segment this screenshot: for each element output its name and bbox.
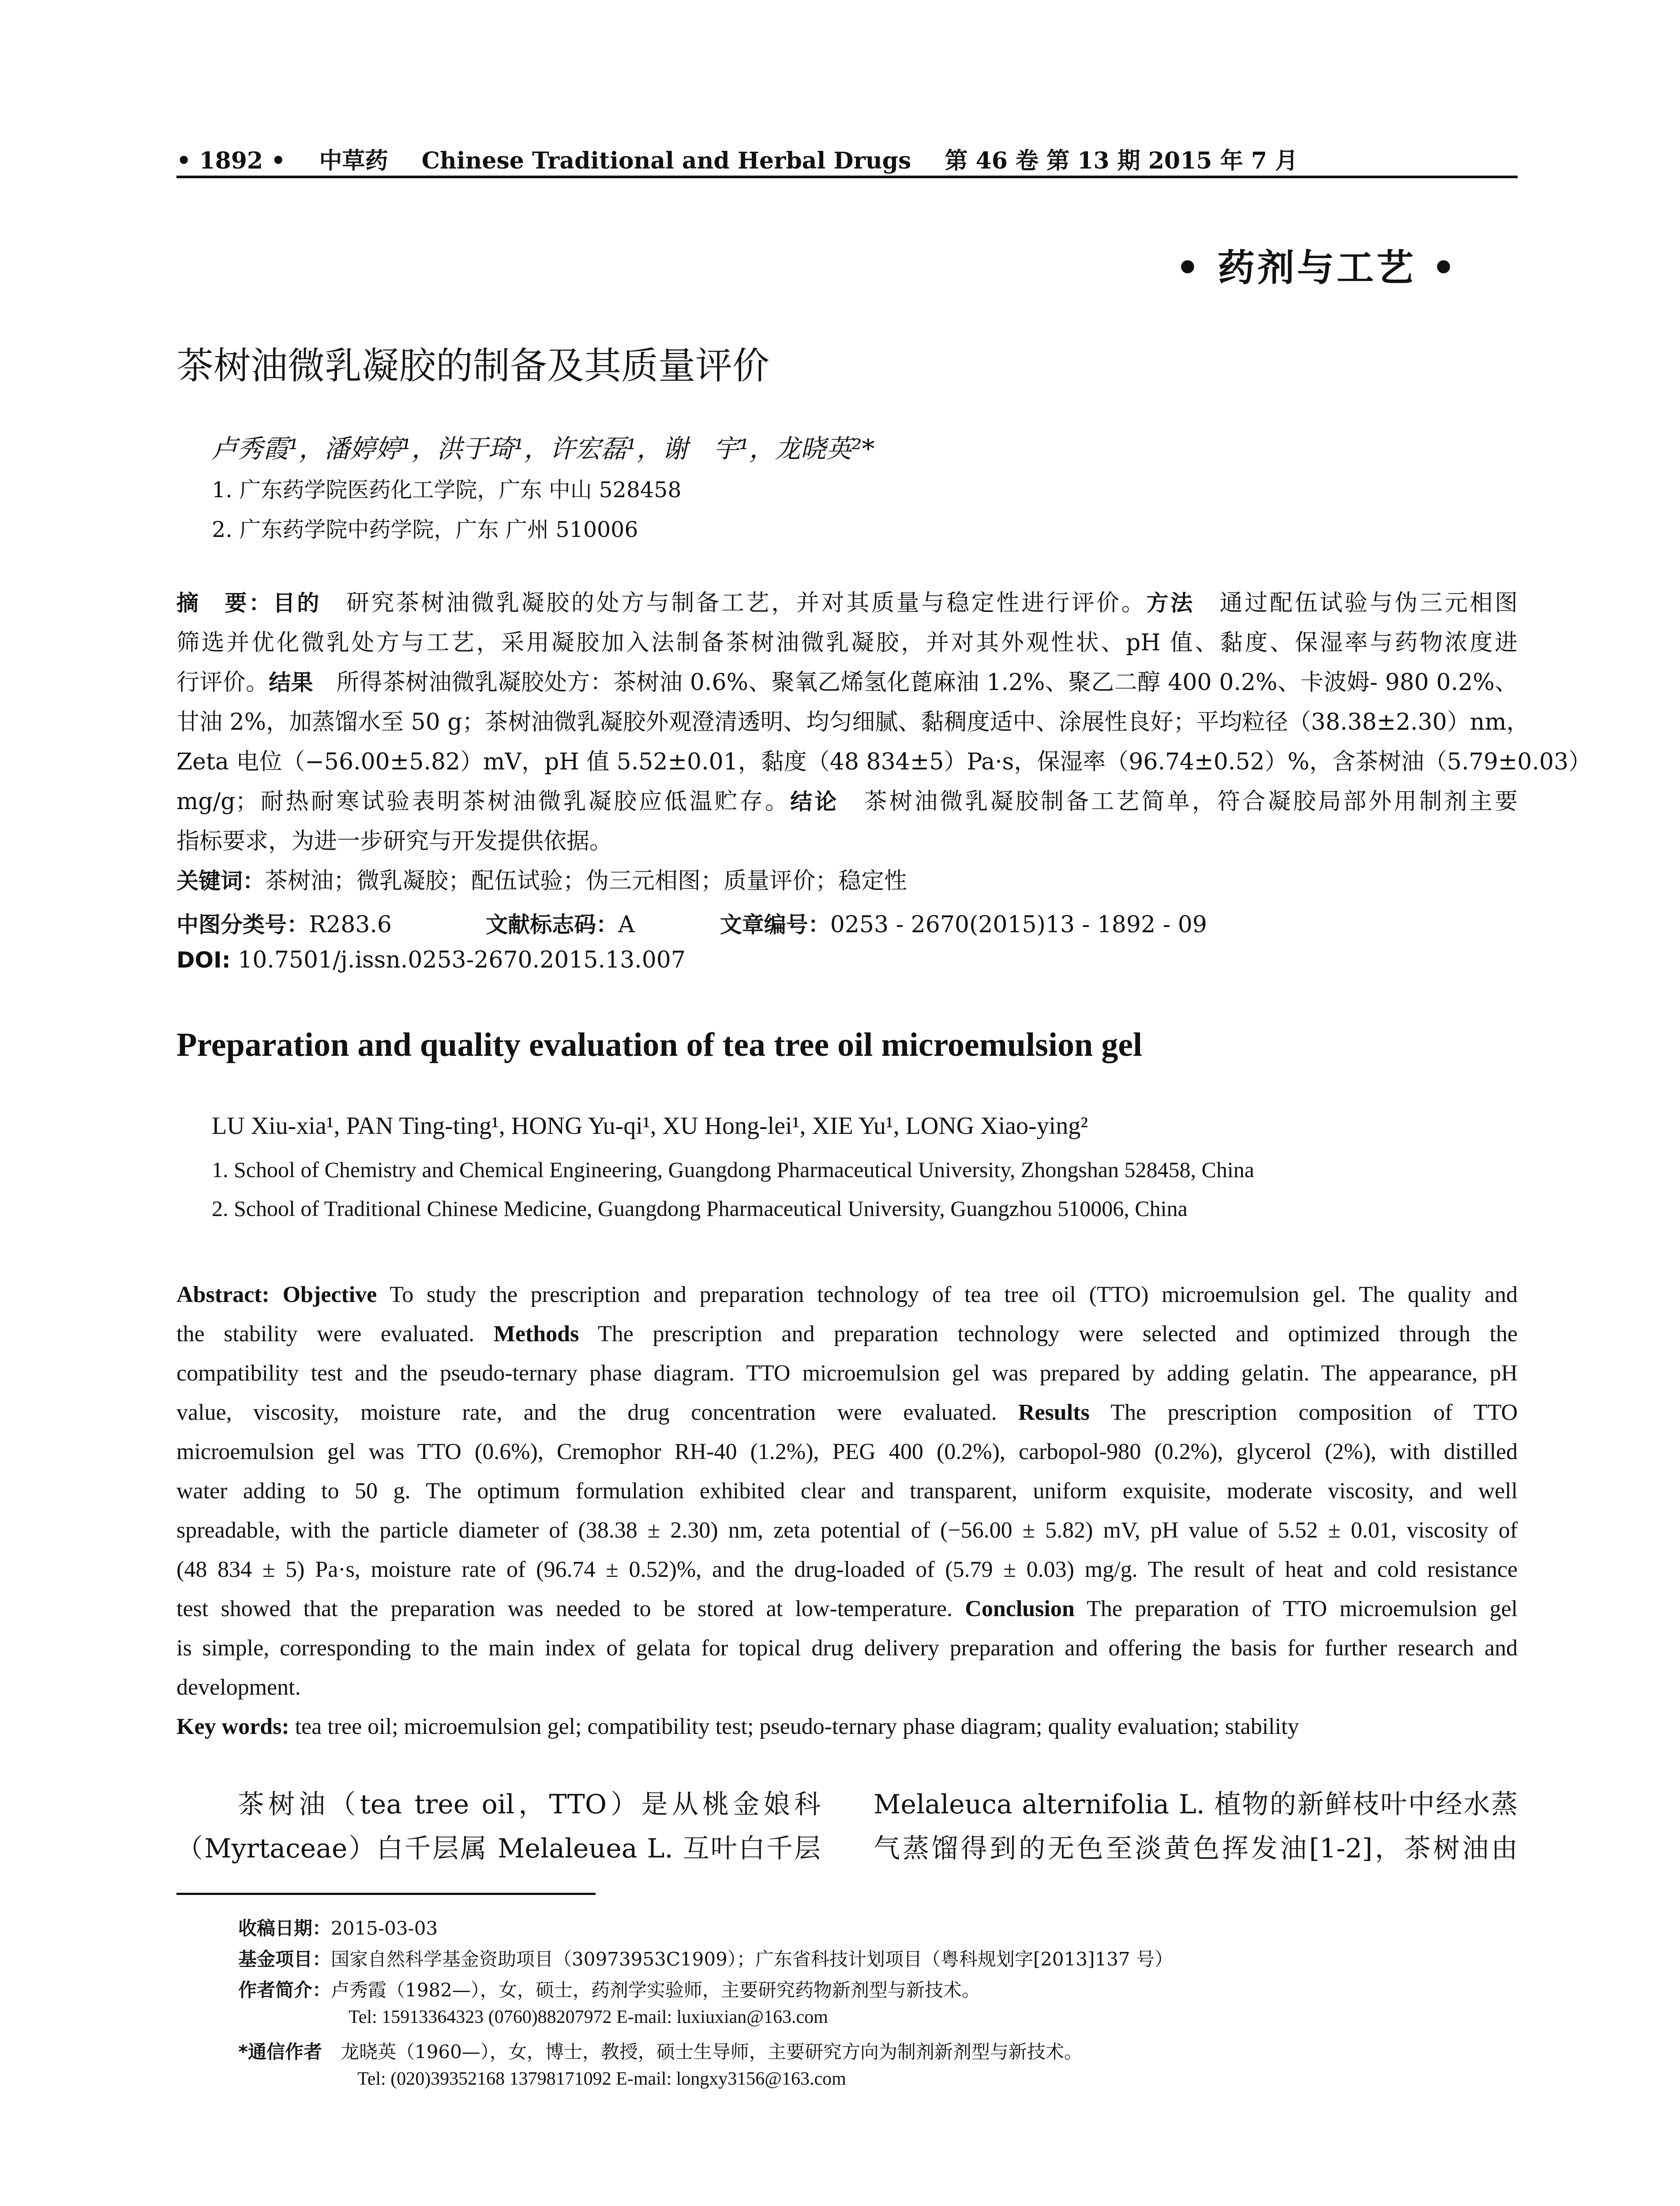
section-tag: • 药剂与工艺 • xyxy=(1176,246,1458,289)
body-column-left xyxy=(176,1782,821,1871)
clc-code: R283.6 xyxy=(309,912,392,938)
abstract-en xyxy=(176,1275,1518,1746)
footnote-corresponding: *通信作者 龙晓英（1960—），女，博士，教授，硕士生导师，主要研究方向为制剂新剂型与新技术。 xyxy=(238,2041,1083,2063)
paper-title-cn: 茶树油微乳凝胶的制备及其质量评价 xyxy=(176,344,770,387)
keywords-cn: 关键词：茶树油；微乳凝胶；配伍试验；伪三元相图；质量评价；稳定性 xyxy=(176,868,908,894)
abstract-cn-label: 摘 要： xyxy=(176,590,273,616)
authors-en: LU Xiu-xia¹, PAN Ting-ting¹, HONG Yu-qi¹, XU Hong-lei¹, XIE Yu¹, LONG Xiao-ying² xyxy=(212,1112,1088,1140)
keywords-en: Key words: tea tree oil; microemulsion gel; compatibility test; pseudo-ternary phase diagram; quality evaluation; stability xyxy=(176,1714,1299,1739)
body-line: 气蒸馏得到的无色至淡黄色挥发油[1-2]，茶树油由 xyxy=(874,1833,1518,1864)
journal-name-en: Chinese Traditional and Herbal Drugs xyxy=(421,147,911,174)
journal-name-cn: 中草药 xyxy=(319,148,388,174)
abstract-en-line: spreadable, with the particle diameter of (38.38 ± 2.30) nm, zeta potential of (−56.00 ± 5.82) mV, pH value of 5.52 ± 0.01, viscosity of xyxy=(176,1518,1518,1543)
abstract-cn-line: mg/g；耐热耐寒试验表明茶树油微乳凝胶应低温贮存。结论 茶树油微乳凝胶制备工艺简单，符合凝胶局部外用制剂主要 xyxy=(176,788,1518,815)
abstract-cn-line: 行评价。结果 所得茶树油微乳凝胶处方：茶树油 0.6%、聚氧乙烯氢化蓖麻油 1.2%、聚乙二醇 400 0.2%、卡波姆- 980 0.2%、 xyxy=(176,669,1518,696)
doi-link[interactable]: 10.7501/j.issn.0253-2670.2015.13.007 xyxy=(238,947,686,973)
footnote-received: 收稿日期：2015-03-03 xyxy=(238,1917,438,1939)
affiliation-en-2: 2. School of Traditional Chinese Medicine, Guangdong Pharmaceutical University, Guangzhou 510006, China xyxy=(212,1196,1188,1221)
abstract-en-line: water adding to 50 g. The optimum formulation exhibited clear and transparent, uniform exquisite, moderate viscosity, and well xyxy=(176,1478,1518,1504)
abstract-cn xyxy=(176,583,1592,901)
abstract-en-label: Abstract: Objective xyxy=(176,1282,377,1307)
authors-cn: 卢秀霞¹，潘婷婷¹，洪于琦¹，许宏磊¹，谢 宇¹，龙晓英²* xyxy=(212,434,875,464)
abstract-en-line: Abstract: Objective To study the prescription and preparation technology of tea tree oil (TTO) microemulsion gel. The quality and xyxy=(176,1282,1518,1307)
affiliation-en-1: 1. School of Chemistry and Chemical Engineering, Guangdong Pharmaceutical University, Zhongshan 528458, China xyxy=(212,1157,1254,1182)
body-line: （Myrtaceae）白千层属 Melaleuea L. 互叶白千层 xyxy=(176,1833,821,1864)
journal-issue: 第 46 卷 第 13 期 2015 年 7 月 xyxy=(945,147,1298,174)
footnote-corresponding-contact: Tel: (020)39352168 13798171092 E-mail: longxy3156@163.com xyxy=(357,2069,846,2089)
abstract-cn-line: 摘 要：目的 研究茶树油微乳凝胶的处方与制备工艺，并对其质量与稳定性进行评价。方法 通过配伍试验与伪三元相图 xyxy=(176,590,1518,616)
affiliation-cn-2: 2. 广东药学院中药学院，广东 广州 510006 xyxy=(212,517,638,542)
page-number: • 1892 • xyxy=(176,147,286,174)
abstract-cn-line: Zeta 电位（−56.00±5.82）mV，pH 值 5.52±0.01，黏度（48 834±5）Pa·s，保湿率（96.74±0.52）%，含茶树油（5.79±0.03） xyxy=(176,749,1592,775)
doc-code: A xyxy=(618,912,635,938)
abstract-cn-line: 筛选并优化微乳处方与工艺，采用凝胶加入法制备茶树油微乳凝胶，并对其外观性状、pH 值、黏度、保湿率与药物浓度进 xyxy=(176,630,1518,656)
affiliation-cn-1: 1. 广东药学院医药化工学院，广东 中山 528458 xyxy=(212,477,682,503)
abstract-en-line: value, viscosity, moisture rate, and the drug concentration were evaluated. Results The prescription composition of TTO xyxy=(176,1400,1518,1425)
article-number: 0253 - 2670(2015)13 - 1892 - 09 xyxy=(830,912,1207,938)
running-header xyxy=(176,142,1298,175)
footnote-rule xyxy=(176,1893,596,1895)
abstract-en-line: is simple, corresponding to the main index of gelata for topical drug delivery preparation and offering the basis for further research and xyxy=(176,1636,1518,1661)
footnote-author: 作者简介：卢秀霞（1982—），女，硕士，药剂学实验师，主要研究药物新剂型与新技术。 xyxy=(238,1979,980,2001)
body-column-right xyxy=(874,1782,1518,1871)
doi-line: DOI: 10.7501/j.issn.0253-2670.2015.13.007 xyxy=(176,947,686,973)
abstract-en-line: (48 834 ± 5) Pa·s, moisture rate of (96.74 ± 0.52)%, and the drug-loaded of (5.79 ± 0.03) mg/g. The result of heat and cold resistance xyxy=(176,1557,1518,1582)
footnote-fund: 基金项目：国家自然科学基金资助项目（30973953C1909）；广东省科技计划项目（粤科规划字[2013]137 号） xyxy=(238,1948,1173,1970)
header-rule xyxy=(176,176,1518,178)
abstract-en-line: compatibility test and the pseudo-ternary phase diagram. TTO microemulsion gel was prepared by adding gelatin. The appearance, pH xyxy=(176,1361,1518,1386)
abstract-cn-line: 甘油 2%，加蒸馏水至 50 g；茶树油微乳凝胶外观澄清透明、均匀细腻、黏稠度适中、涂展性良好；平均粒径（38.38±2.30）nm， xyxy=(176,709,1530,735)
abstract-en-line: development. xyxy=(176,1675,301,1700)
paper-title-en: Preparation and quality evaluation of tea tree oil microemulsion gel xyxy=(176,1026,1143,1063)
abstract-en-line: test showed that the preparation was needed to be stored at low-temperature. Conclusion The preparation of TTO microemulsion gel xyxy=(176,1596,1518,1621)
body-line: 茶树油（tea tree oil，TTO）是从桃金娘科 xyxy=(176,1789,821,1820)
abstract-cn-line: 指标要求，为进一步研究与开发提供依据。 xyxy=(176,828,613,855)
body-line: Melaleuca alternifolia L. 植物的新鲜枝叶中经水蒸 xyxy=(874,1789,1518,1820)
abstract-en-line: microemulsion gel was TTO (0.6%), Cremophor RH-40 (1.2%), PEG 400 (0.2%), carbopol-980 (0.2%), glycerol (2%), with distilled xyxy=(176,1439,1518,1464)
classification-line: 中图分类号：R283.6 文献标志码：A 文章编号：0253 - 2670(2015)13 - 1892 - 09 xyxy=(176,912,1207,938)
footnote-author-contact: Tel: 15913364323 (0760)88207972 E-mail: luxiuxian@163.com xyxy=(349,2007,828,2027)
abstract-en-line: the stability were evaluated. Methods The prescription and preparation technology were selected and optimized through the xyxy=(176,1321,1518,1347)
